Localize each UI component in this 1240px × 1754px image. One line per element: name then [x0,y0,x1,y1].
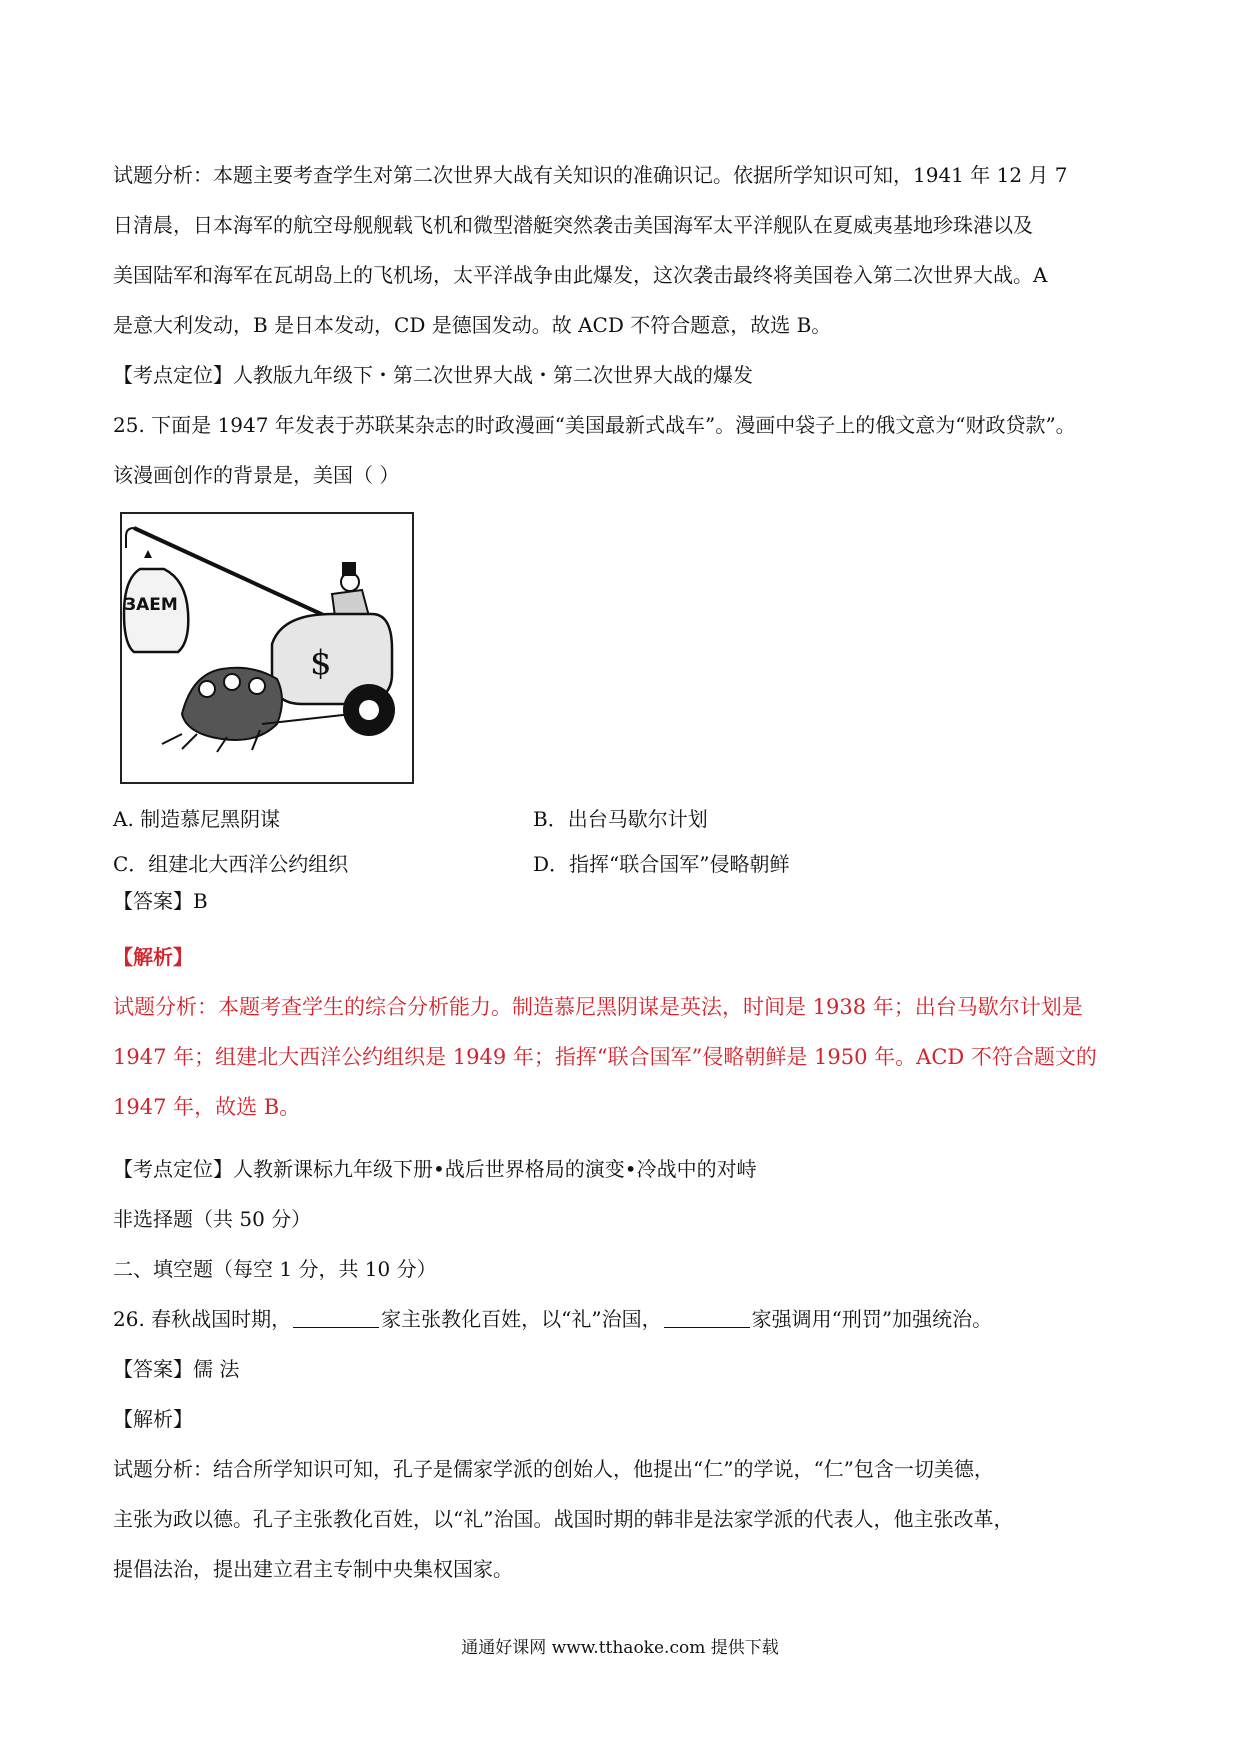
option-c: C．组建北大西洋公约组织 [113,852,349,876]
answer-options [113,794,1133,884]
analysis-26-line: 试题分析：结合所学知识可知，孔子是儒家学派的创始人，他提出“仁”的学说，“仁”包含一切美德， [113,1457,994,1481]
analysis-26-line: 主张为政以德。孔子主张教化百姓，以“礼”治国。战国时期的韩非是法家学派的代表人，他主张改革， [113,1507,1014,1531]
dollar-sign: $ [310,643,332,683]
question-25-line2: 该漫画创作的背景是，美国（ ） [113,463,400,487]
analysis-26-line: 提倡法治，提出建立君主专制中央集权国家。 [113,1557,513,1581]
option-b: B．出台马歇尔计划 [533,807,708,831]
cartoon-hook [126,528,134,548]
blank-1 [293,1309,379,1328]
wheel-hub [359,700,379,720]
question-26 [113,1294,1133,1344]
q26-part2: 家主张教化百姓，以“礼”治国， [381,1307,662,1331]
question-25-line1: 25. 下面是 1947 年发表于苏联某杂志的时政漫画“美国最新式战车”。漫画中袋子上的俄文意为“财政贷款”。 [113,413,1076,437]
analysis-line: 是意大利发动，B 是日本发动，CD 是德国发动。故 ACD 不符合题意，故选 B。 [113,313,832,337]
kaodian-25: 【考点定位】人教新课标九年级下册•战后世界格局的演变•冷战中的对峙 [113,1157,757,1181]
bag-label: ЗАЕМ [124,595,178,615]
analysis-25-line: 试题分析：本题考查学生的综合分析能力。制造慕尼黑阴谋是英法，时间是 1938 年；出台马歇尔计划是 [113,995,1083,1019]
page-footer: 通通好课网 www.tthaoke.com 提供下载 [461,1638,779,1658]
bag-knot [144,550,152,558]
analysis-line: 美国陆军和海军在瓦胡岛上的飞机场，太平洋战争由此爆发，这次袭击最终将美国卷入第二次世界大战。A [113,263,1048,287]
q26-part3: 家强调用“刑罚”加强统治。 [751,1307,993,1331]
blank-2 [664,1309,750,1328]
answer-25: 【答案】B [113,889,208,913]
q26-part1: 26. 春秋战国时期， [113,1307,292,1331]
jiexi-heading-26: 【解析】 [113,1407,193,1431]
cartoon-drawing [122,514,412,782]
option-a: A. 制造慕尼黑阴谋 [113,807,281,831]
section-nonchoice: 非选择题（共 50 分） [113,1207,312,1231]
analysis-25-line: 1947 年，故选 B。 [113,1095,301,1119]
analysis-line: 试题分析：本题主要考查学生对第二次世界大战有关知识的准确识记。依据所学知识可知，1941 年 12 月 7 [113,163,1068,187]
analysis-line: 日清晨，日本海军的航空母舰舰载飞机和微型潜艇突然袭击美国海军太平洋舰队在夏威夷基地珍珠港以及 [113,213,1033,237]
section-fill: 二、填空题（每空 1 分，共 10 分） [113,1257,437,1281]
analysis-25-line: 1947 年；组建北大西洋公约组织是 1949 年；指挥“联合国军”侵略朝鲜是 1950 年。ACD 不符合题文的 [113,1045,1097,1069]
top-hat [342,562,356,576]
option-d: D．指挥“联合国军”侵略朝鲜 [533,852,790,876]
answer-26: 【答案】儒 法 [113,1357,240,1381]
document-body [113,150,1133,1594]
kaodian-line: 【考点定位】人教版九年级下・第二次世界大战・第二次世界大战的爆发 [113,363,753,387]
political-cartoon-image [120,512,414,784]
jiexi-heading-25: 【解析】 [113,945,193,969]
